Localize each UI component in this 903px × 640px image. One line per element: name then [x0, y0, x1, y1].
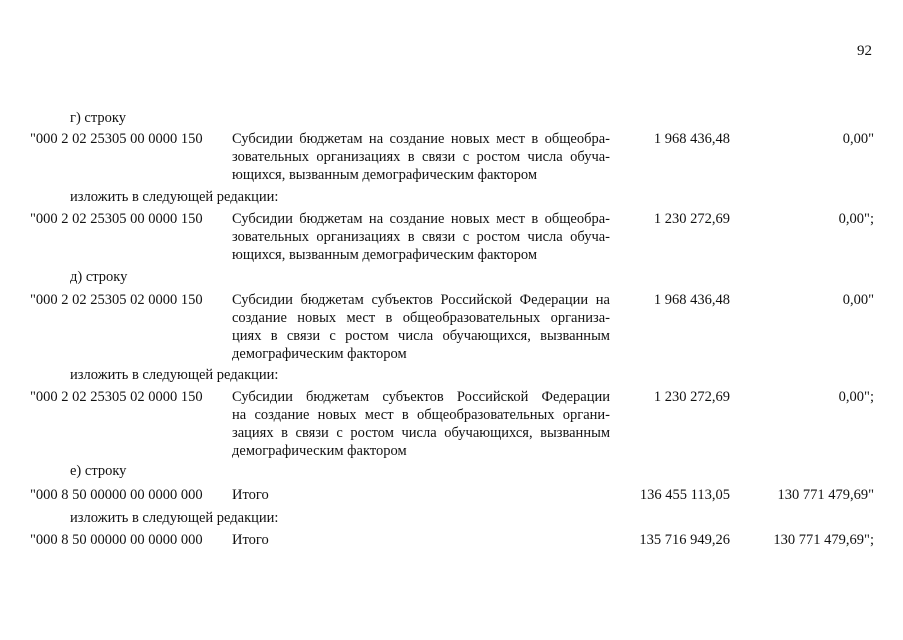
- description-line: циях в связи с ростом числа обучающихся, вызванным: [232, 328, 610, 344]
- instruction-text: изложить в следующей редакции:: [70, 189, 279, 205]
- description-line: Субсидии бюджетам субъектов Российской Федерации на: [232, 292, 610, 308]
- description-line: демографическим фактором: [232, 346, 407, 362]
- row-description: [232, 130, 610, 184]
- amount-value: 1 230 272,69: [653, 211, 730, 227]
- row-description: [232, 531, 610, 549]
- description-line: создание новых мест в общеобразовательных организа-: [232, 310, 610, 326]
- description-line: демографическим фактором: [232, 443, 407, 459]
- amount-value: 1 968 436,48: [653, 131, 730, 147]
- budget-code: "000 2 02 25305 00 0000 150: [30, 131, 203, 147]
- row-description: [232, 291, 610, 363]
- amount-value: 1 230 272,69: [653, 389, 730, 405]
- amount-value: 135 716 949,26: [639, 532, 730, 548]
- row-description: [232, 486, 610, 504]
- page-number: 92: [857, 43, 872, 59]
- description-line: зовательных организациях в связи с ростом числа обуча-: [232, 229, 610, 245]
- instruction-text: г) строку: [70, 110, 126, 126]
- amount-value: 0,00": [842, 131, 874, 147]
- amount-value: 0,00";: [838, 389, 874, 405]
- budget-code: "000 8 50 00000 00 0000 000: [30, 487, 203, 503]
- budget-code: "000 2 02 25305 02 0000 150: [30, 389, 203, 405]
- budget-code: "000 2 02 25305 02 0000 150: [30, 292, 203, 308]
- description-line: Итого: [232, 487, 269, 503]
- description-line: зациях в связи с ростом числа обучающихся, вызванным: [232, 425, 610, 441]
- budget-code: "000 8 50 00000 00 0000 000: [30, 532, 203, 548]
- description-line: на создание новых мест в общеобразовательных органи-: [232, 407, 610, 423]
- description-line: зовательных организациях в связи с ростом числа обуча-: [232, 149, 610, 165]
- amount-value: 130 771 479,69": [777, 487, 874, 503]
- description-line: Субсидии бюджетам на создание новых мест в общеобра-: [232, 131, 610, 147]
- description-line: Итого: [232, 532, 269, 548]
- amount-value: 1 968 436,48: [653, 292, 730, 308]
- budget-code: "000 2 02 25305 00 0000 150: [30, 211, 203, 227]
- amount-value: 136 455 113,05: [639, 487, 730, 503]
- amount-value: 0,00": [842, 292, 874, 308]
- amount-value: 130 771 479,69";: [773, 532, 874, 548]
- description-line: Субсидии бюджетам на создание новых мест в общеобра-: [232, 211, 610, 227]
- instruction-text: изложить в следующей редакции:: [70, 367, 279, 383]
- instruction-text: д) строку: [70, 269, 128, 285]
- row-description: [232, 388, 610, 460]
- description-line: Субсидии бюджетам субъектов Российской Федерации: [232, 389, 610, 405]
- description-line: ющихся, вызванным демографическим фактором: [232, 247, 538, 263]
- amount-value: 0,00";: [838, 211, 874, 227]
- instruction-text: изложить в следующей редакции:: [70, 510, 279, 526]
- instruction-text: е) строку: [70, 463, 127, 479]
- description-line: ющихся, вызванным демографическим фактором: [232, 167, 538, 183]
- row-description: [232, 210, 610, 264]
